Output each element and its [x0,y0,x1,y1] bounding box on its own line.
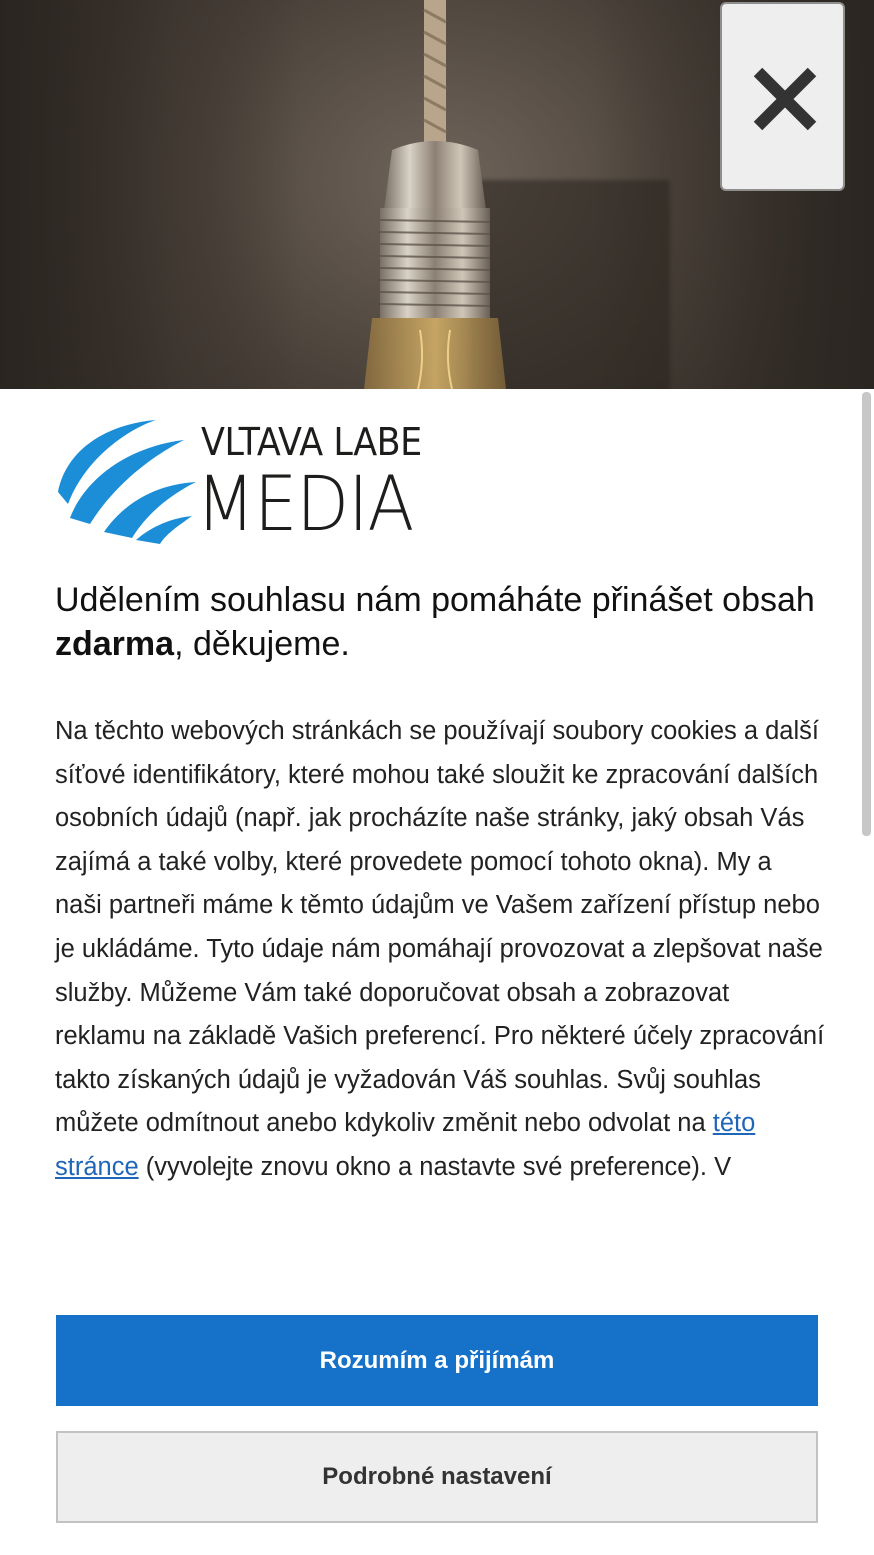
close-icon [752,66,818,132]
description-text-continued: (vyvolejte znovu okno a nastavte své preference). V [138,1152,732,1181]
logo-text-bottom: MEDIA [196,459,414,548]
headline-text-bold: zdarma [55,625,175,663]
consent-headline [55,578,835,666]
logo-swoosh-icon [56,420,196,545]
preferences-page-link[interactable]: této stránce [55,1109,756,1181]
panel-scrollbar[interactable] [862,392,871,836]
vltava-labe-media-logo [56,420,456,548]
headline-text-start: Udělením souhlasu nám pomáháte přinášet obsah [55,581,815,619]
headline-text-end: , děkujeme. [174,625,350,663]
close-button[interactable] [720,2,845,191]
accept-button[interactable]: Rozumím a přijímám [56,1315,818,1406]
consent-description [55,710,825,1190]
description-text: Na těchto webových stránkách se používají soubory cookies a další síťové identifikátory, které mohou také sloužit ke zpracování dalších osobních údajů (např. jak procházíte naše stránky, jaký obsah Vás zajímá a také volby, které provedete pomocí tohoto okna). My a naši partneři máme k těmto údajům ve Vašem zařízení přístup nebo je ukládáme. Tyto údaje nám pomáhají provozovat a zlepšovat naše služby. Můžeme Vám také doporučovat obsah a zobrazovat reklamu na základě Vašich preferencí. Pro některé účely zpracování takto získaných údajů je vyžadován Váš souhlas. Svůj souhlas můžete odmítnout anebo kdykoliv změnit nebo odvolat na [55,717,825,1138]
logo-text-top: VLTAVA LABE [201,420,422,464]
detailed-settings-button[interactable]: Podrobné nastavení [56,1431,818,1523]
